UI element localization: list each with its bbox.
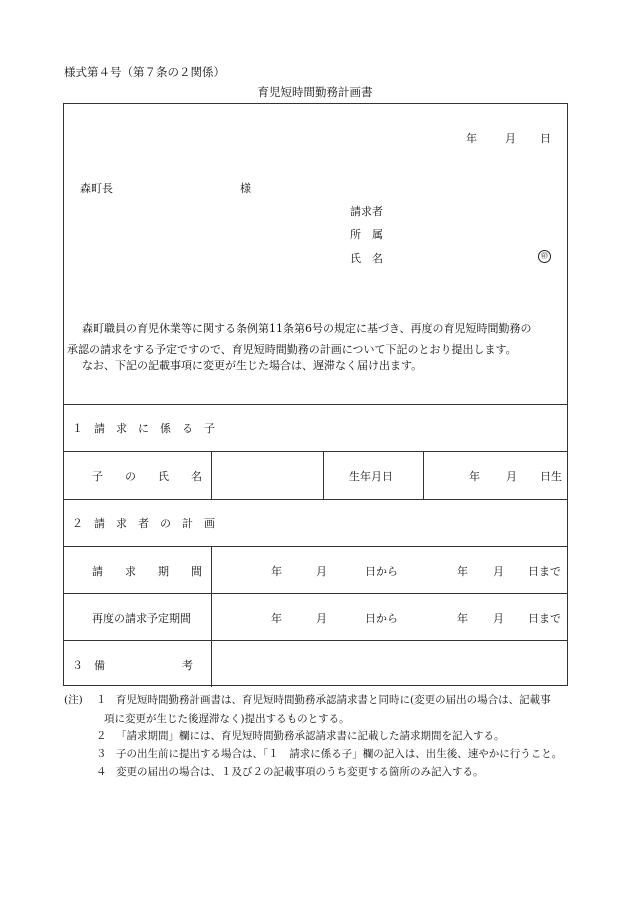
- requester-label: 請求者: [350, 205, 383, 218]
- rule-reperiod-row-top: [64, 593, 567, 594]
- rule-section2-top: [64, 499, 567, 500]
- note-1-number: １: [96, 694, 107, 706]
- note-4: 変更の届出の場合は、１及び２の記載事項のうち変更する箇所のみ記入する。: [116, 766, 484, 778]
- period-from-day: 日から: [365, 565, 398, 578]
- period-label: 請 求 期 間: [92, 565, 202, 578]
- reperiod-to-year: 年: [457, 612, 468, 625]
- birth-month: 月: [506, 470, 517, 483]
- addressee-honorific: 様: [240, 182, 251, 195]
- period-to-day: 日まで: [528, 565, 561, 578]
- addressee-name: 森町長: [80, 182, 113, 195]
- date-month: 月: [505, 132, 516, 145]
- child-name-label: 子 の 氏 名: [92, 470, 202, 483]
- birth-year: 年: [469, 470, 480, 483]
- note-1-line-2: 項に変更が生じた後遅滞なく)提出するものとする。: [104, 713, 350, 725]
- col-birth-label-right: [423, 451, 424, 499]
- note-3-number: ３: [96, 748, 107, 760]
- period-to-month: 月: [493, 565, 504, 578]
- section2-title: ２ 請 求 者 の 計 画: [72, 517, 215, 530]
- note-3: 子の出生前に提出する場合は、「１ 請求に係る子」欄の記入は、出生後、速やかに行うこと。: [116, 748, 563, 760]
- note-2-number: ２: [96, 730, 107, 742]
- notes-prefix: (注): [64, 694, 83, 706]
- reperiod-to-month: 月: [493, 612, 504, 625]
- section1-title: １ 請 求 に 係 る 子: [72, 422, 215, 435]
- note-2: 「請求期間」欄には、育児短時間勤務承認請求書に記載した請求期間を記入する。: [116, 730, 505, 742]
- reperiod-from-day: 日から: [365, 612, 398, 625]
- note-4-number: ４: [96, 766, 107, 778]
- date-year: 年: [466, 132, 477, 145]
- body-line-3: なお、下記の記載事項に変更が生じた場合は、遅滞なく届け出ます。: [82, 359, 423, 372]
- rule-child-row-top: [64, 451, 567, 452]
- col-plan-label: [211, 546, 212, 687]
- reperiod-from-year: 年: [271, 612, 282, 625]
- birth-date-label: 生年月日: [349, 470, 393, 483]
- period-from-year: 年: [271, 565, 282, 578]
- affiliation-label: 所 属: [350, 228, 383, 241]
- document-title: 育児短時間勤務計画書: [257, 85, 373, 99]
- rule-section3-top: [64, 640, 567, 641]
- reperiod-to-day: 日まで: [528, 612, 561, 625]
- form-frame: [63, 103, 568, 686]
- form-number: 様式第４号（第７条の２関係）: [64, 65, 225, 79]
- rule-section1-top: [64, 404, 567, 405]
- seal-mark: ㊞: [538, 250, 551, 263]
- date-day: 日: [540, 132, 551, 145]
- period-to-year: 年: [457, 565, 468, 578]
- section3-title: ３ 備 考: [72, 659, 193, 672]
- rule-period-row-top: [64, 546, 567, 547]
- body-line-2: 承認の請求をする予定ですので、育児短時間勤務の計画について下記のとおり提出します。: [67, 343, 517, 356]
- period-from-month: 月: [316, 565, 327, 578]
- reperiod-label: 再度の請求予定期間: [92, 612, 191, 625]
- birth-day: 日生: [540, 470, 562, 483]
- col-birth-label-left: [323, 451, 324, 499]
- reperiod-from-month: 月: [316, 612, 327, 625]
- body-line-1: 森町職員の育児休業等に関する条例第11条第6号の規定に基づき、再度の育児短時間勤務の: [82, 322, 532, 335]
- name-label: 氏 名: [350, 252, 383, 265]
- note-1-line-1: 育児短時間勤務計画書は、育児短時間勤務承認請求書と同時に(変更の届出の場合は、記載事: [116, 694, 551, 706]
- col-child-label: [211, 451, 212, 499]
